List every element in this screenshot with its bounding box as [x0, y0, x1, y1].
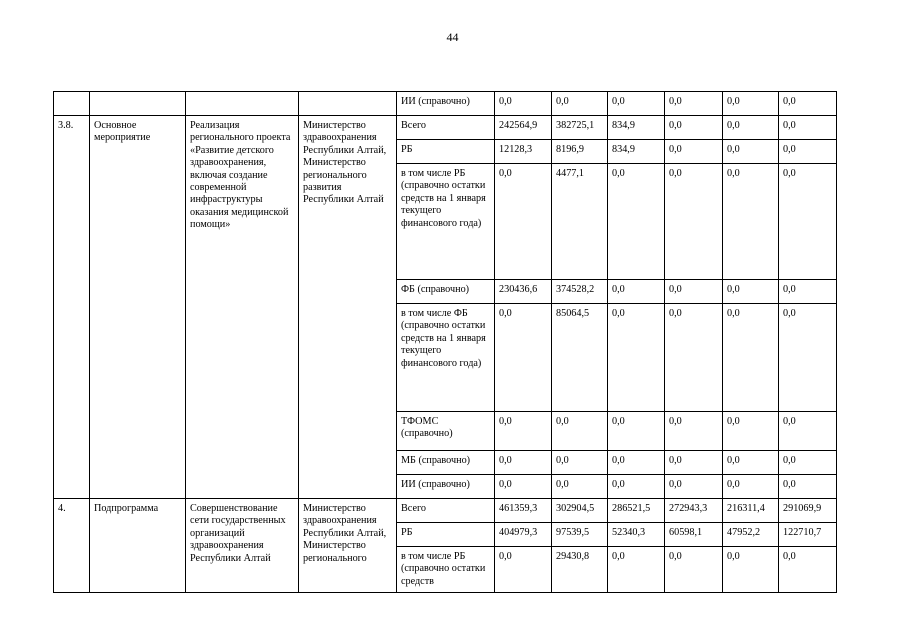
amount-cell: 0,0 — [495, 451, 552, 475]
amount-cell: 0,0 — [665, 116, 723, 140]
amount-cell: 0,0 — [665, 280, 723, 304]
amount-cell: 404979,3 — [495, 523, 552, 547]
amount-cell: 0,0 — [552, 92, 608, 116]
row-type: Подпрограмма — [90, 499, 186, 593]
amount-cell: 0,0 — [665, 92, 723, 116]
funding-source: Всего — [397, 116, 495, 140]
amount-cell: 0,0 — [495, 412, 552, 451]
row-name: Реализация регионального проекта «Развитие детского здравоохранения, включая создание современной инфраструктуры оказания медицинской помощи» — [186, 116, 299, 499]
amount-cell: 0,0 — [723, 280, 779, 304]
amount-cell: 0,0 — [723, 412, 779, 451]
amount-cell: 0,0 — [608, 547, 665, 593]
funding-source: ТФОМС (справочно) — [397, 412, 495, 451]
amount-cell: 0,0 — [608, 280, 665, 304]
amount-cell: 0,0 — [665, 451, 723, 475]
amount-cell: 0,0 — [723, 92, 779, 116]
amount-cell: 0,0 — [665, 164, 723, 280]
row-type — [90, 92, 186, 116]
amount-cell: 0,0 — [779, 92, 837, 116]
amount-cell: 12128,3 — [495, 140, 552, 164]
amount-cell: 216311,4 — [723, 499, 779, 523]
amount-cell: 122710,7 — [779, 523, 837, 547]
amount-cell: 0,0 — [495, 304, 552, 412]
amount-cell: 0,0 — [608, 92, 665, 116]
amount-cell: 0,0 — [779, 140, 837, 164]
amount-cell: 0,0 — [608, 304, 665, 412]
funding-source: РБ — [397, 140, 495, 164]
amount-cell: 0,0 — [779, 116, 837, 140]
amount-cell: 286521,5 — [608, 499, 665, 523]
financing-table — [53, 91, 837, 593]
amount-cell: 97539,5 — [552, 523, 608, 547]
row-name — [186, 92, 299, 116]
amount-cell: 0,0 — [608, 412, 665, 451]
row-number: 3.8. — [54, 116, 90, 499]
funding-source: в том числе РБ (справочно остатки средств на 1 января текущего финансового года) — [397, 164, 495, 280]
amount-cell: 0,0 — [779, 547, 837, 593]
amount-cell: 0,0 — [723, 451, 779, 475]
amount-cell: 834,9 — [608, 116, 665, 140]
amount-cell: 29430,8 — [552, 547, 608, 593]
amount-cell: 0,0 — [665, 304, 723, 412]
amount-cell: 0,0 — [779, 412, 837, 451]
funding-source: в том числе РБ (справочно остатки средств — [397, 547, 495, 593]
amount-cell: 0,0 — [495, 547, 552, 593]
row-number: 4. — [54, 499, 90, 593]
funding-source: ИИ (справочно) — [397, 92, 495, 116]
amount-cell: 0,0 — [552, 451, 608, 475]
table-row — [54, 116, 837, 140]
amount-cell: 291069,9 — [779, 499, 837, 523]
amount-cell: 0,0 — [665, 547, 723, 593]
amount-cell: 0,0 — [779, 164, 837, 280]
row-type: Основное мероприятие — [90, 116, 186, 499]
amount-cell: 0,0 — [552, 412, 608, 451]
page-number: 44 — [446, 30, 459, 44]
amount-cell: 461359,3 — [495, 499, 552, 523]
funding-source: в том числе ФБ (справочно остатки средств на 1 января текущего финансового года) — [397, 304, 495, 412]
row-number — [54, 92, 90, 116]
amount-cell: 0,0 — [665, 412, 723, 451]
amount-cell: 272943,3 — [665, 499, 723, 523]
amount-cell: 0,0 — [779, 304, 837, 412]
amount-cell: 374528,2 — [552, 280, 608, 304]
amount-cell: 0,0 — [723, 547, 779, 593]
amount-cell: 52340,3 — [608, 523, 665, 547]
row-executor: Министерство здравоохранения Республики Алтай, Министерство регионального развития Республики Алтай — [299, 116, 397, 499]
amount-cell: 0,0 — [608, 475, 665, 499]
amount-cell: 0,0 — [665, 475, 723, 499]
amount-cell: 0,0 — [723, 164, 779, 280]
amount-cell: 0,0 — [723, 304, 779, 412]
amount-cell: 47952,2 — [723, 523, 779, 547]
row-executor — [299, 92, 397, 116]
amount-cell: 242564,9 — [495, 116, 552, 140]
funding-source: Всего — [397, 499, 495, 523]
amount-cell: 0,0 — [779, 280, 837, 304]
row-executor: Министерство здравоохранения Республики Алтай, Министерство регионального — [299, 499, 397, 593]
amount-cell: 0,0 — [723, 140, 779, 164]
amount-cell: 834,9 — [608, 140, 665, 164]
amount-cell: 0,0 — [552, 475, 608, 499]
amount-cell: 60598,1 — [665, 523, 723, 547]
amount-cell: 0,0 — [495, 475, 552, 499]
amount-cell: 0,0 — [665, 140, 723, 164]
amount-cell: 0,0 — [495, 92, 552, 116]
amount-cell: 0,0 — [495, 164, 552, 280]
amount-cell: 0,0 — [779, 475, 837, 499]
amount-cell: 382725,1 — [552, 116, 608, 140]
amount-cell: 0,0 — [608, 164, 665, 280]
amount-cell: 8196,9 — [552, 140, 608, 164]
funding-source: ФБ (справочно) — [397, 280, 495, 304]
table-row — [54, 92, 837, 116]
amount-cell: 0,0 — [779, 451, 837, 475]
amount-cell: 4477,1 — [552, 164, 608, 280]
amount-cell: 230436,6 — [495, 280, 552, 304]
amount-cell: 85064,5 — [552, 304, 608, 412]
amount-cell: 0,0 — [723, 475, 779, 499]
row-name: Совершенствование сети государственных организаций здравоохранения Республики Алтай — [186, 499, 299, 593]
funding-source: РБ — [397, 523, 495, 547]
amount-cell: 0,0 — [723, 116, 779, 140]
amount-cell: 0,0 — [608, 451, 665, 475]
funding-source: ИИ (справочно) — [397, 475, 495, 499]
funding-source: МБ (справочно) — [397, 451, 495, 475]
amount-cell: 302904,5 — [552, 499, 608, 523]
table-row — [54, 499, 837, 523]
